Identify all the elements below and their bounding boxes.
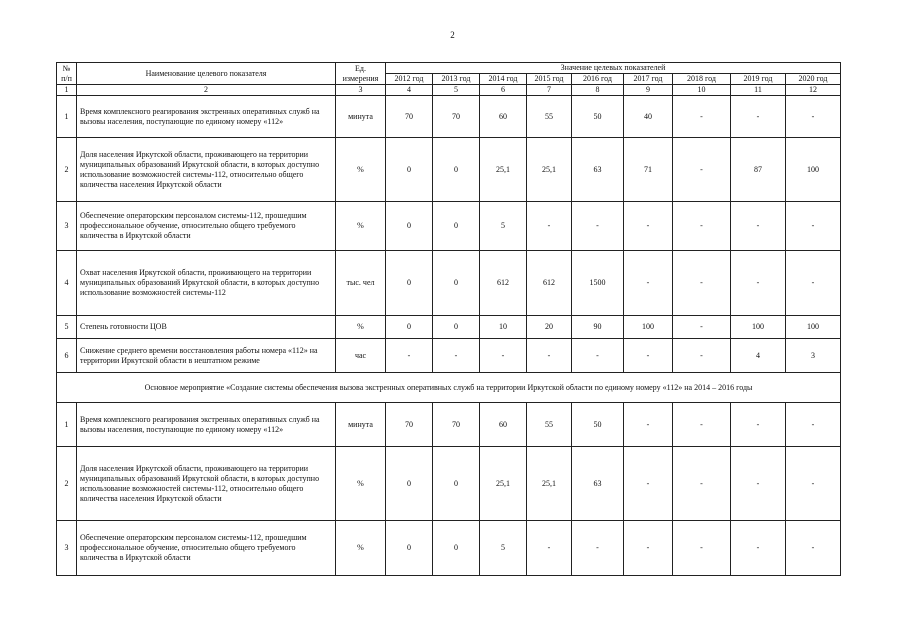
indicator-name: Доля населения Иркутской области, проживающего на территории муниципальных образований Иркутской области, в которых доступно использование возможностей системы-112, относительно общего количества населения Иркутской области bbox=[77, 447, 336, 521]
row-number: 3 bbox=[57, 202, 77, 251]
indicator-unit: час bbox=[336, 339, 386, 373]
indicator-value: - bbox=[527, 339, 572, 373]
header-col-number: 6 bbox=[480, 85, 527, 96]
indicator-value: - bbox=[786, 521, 841, 576]
indicator-value: 1500 bbox=[572, 251, 624, 316]
indicator-value: 612 bbox=[480, 251, 527, 316]
indicator-value: 612 bbox=[527, 251, 572, 316]
indicator-value: - bbox=[386, 339, 433, 373]
indicator-value: 4 bbox=[731, 339, 786, 373]
indicator-value: - bbox=[624, 251, 673, 316]
indicator-value: - bbox=[731, 202, 786, 251]
indicator-value: 100 bbox=[786, 138, 841, 202]
indicator-value: - bbox=[731, 521, 786, 576]
indicator-value: 100 bbox=[624, 316, 673, 339]
indicator-value: - bbox=[731, 96, 786, 138]
indicator-value: 60 bbox=[480, 96, 527, 138]
indicator-value: 25,1 bbox=[480, 447, 527, 521]
header-col-number: 11 bbox=[731, 85, 786, 96]
indicator-value: 3 bbox=[786, 339, 841, 373]
header-year: 2013 год bbox=[433, 74, 480, 85]
indicator-value: 0 bbox=[433, 316, 480, 339]
table-row bbox=[57, 403, 841, 447]
header-unit: Ед. измерения bbox=[336, 63, 386, 85]
indicator-value: - bbox=[624, 521, 673, 576]
indicator-value: 0 bbox=[386, 251, 433, 316]
header-year: 2019 год bbox=[731, 74, 786, 85]
indicator-value: - bbox=[572, 202, 624, 251]
indicator-value: 0 bbox=[386, 447, 433, 521]
indicator-value: 63 bbox=[572, 447, 624, 521]
indicator-value: 70 bbox=[386, 403, 433, 447]
indicator-value: 20 bbox=[527, 316, 572, 339]
indicator-value: - bbox=[572, 339, 624, 373]
indicator-value: - bbox=[673, 316, 731, 339]
table-row bbox=[57, 521, 841, 576]
indicator-name: Время комплексного реагирования экстренных оперативных служб на вызовы населения, поступающие по единому номеру «112» bbox=[77, 403, 336, 447]
indicator-value: 0 bbox=[433, 138, 480, 202]
indicator-value: 0 bbox=[386, 316, 433, 339]
table-row bbox=[57, 96, 841, 138]
indicator-value: - bbox=[673, 251, 731, 316]
indicator-value: 100 bbox=[786, 316, 841, 339]
indicator-value: - bbox=[624, 202, 673, 251]
indicator-value: 25,1 bbox=[480, 138, 527, 202]
table-row bbox=[57, 202, 841, 251]
indicator-value: 5 bbox=[480, 202, 527, 251]
indicator-value: - bbox=[673, 96, 731, 138]
header-col-number: 5 bbox=[433, 85, 480, 96]
indicator-value: - bbox=[786, 251, 841, 316]
header-year: 2020 год bbox=[786, 74, 841, 85]
indicator-value: - bbox=[673, 339, 731, 373]
row-number: 2 bbox=[57, 138, 77, 202]
indicator-value: 55 bbox=[527, 403, 572, 447]
indicator-value: 40 bbox=[624, 96, 673, 138]
indicator-value: 70 bbox=[433, 96, 480, 138]
row-number: 3 bbox=[57, 521, 77, 576]
indicator-value: 71 bbox=[624, 138, 673, 202]
indicator-value: - bbox=[731, 447, 786, 521]
indicator-name: Время комплексного реагирования экстренных оперативных служб на вызовы населения, поступающие по единому номеру «112» bbox=[77, 96, 336, 138]
indicator-value: - bbox=[673, 202, 731, 251]
header-col-number: 10 bbox=[673, 85, 731, 96]
row-number: 1 bbox=[57, 403, 77, 447]
indicator-value: 5 bbox=[480, 521, 527, 576]
header-name: Наименование целевого показателя bbox=[77, 63, 336, 85]
header-col-number: 7 bbox=[527, 85, 572, 96]
indicator-value: - bbox=[731, 403, 786, 447]
section-title: Основное мероприятие «Создание системы обеспечения вызова экстренных оперативных служб на территории Иркутской области по единому номеру «112» на 2014 – 2016 годы bbox=[57, 373, 841, 403]
header-year: 2012 год bbox=[386, 74, 433, 85]
indicator-unit: % bbox=[336, 521, 386, 576]
indicator-value: 60 bbox=[480, 403, 527, 447]
indicator-value: 0 bbox=[386, 138, 433, 202]
indicator-value: - bbox=[786, 96, 841, 138]
header-year: 2016 год bbox=[572, 74, 624, 85]
header-values: Значение целевых показателей bbox=[386, 63, 841, 74]
section-row bbox=[57, 373, 841, 403]
indicator-value: 0 bbox=[433, 251, 480, 316]
header-col-number: 12 bbox=[786, 85, 841, 96]
indicator-unit: тыс. чел bbox=[336, 251, 386, 316]
indicator-value: 25,1 bbox=[527, 138, 572, 202]
header-col-number: 3 bbox=[336, 85, 386, 96]
row-number: 4 bbox=[57, 251, 77, 316]
table-row bbox=[57, 447, 841, 521]
indicator-value: 10 bbox=[480, 316, 527, 339]
indicator-value: - bbox=[786, 447, 841, 521]
indicator-value: 100 bbox=[731, 316, 786, 339]
header-year: 2015 год bbox=[527, 74, 572, 85]
indicator-value: 0 bbox=[433, 447, 480, 521]
table-row bbox=[57, 316, 841, 339]
indicator-value: - bbox=[624, 339, 673, 373]
indicator-value: 0 bbox=[433, 521, 480, 576]
header-year: 2017 год bbox=[624, 74, 673, 85]
indicator-value: 25,1 bbox=[527, 447, 572, 521]
row-number: 2 bbox=[57, 447, 77, 521]
indicator-value: 0 bbox=[386, 521, 433, 576]
indicator-value: - bbox=[572, 521, 624, 576]
target-indicators-table bbox=[56, 62, 841, 576]
indicator-value: 63 bbox=[572, 138, 624, 202]
indicator-value: - bbox=[480, 339, 527, 373]
indicator-name: Охват населения Иркутской области, проживающего на территории муниципальных образований Иркутской области, в которых доступно использование возможностей системы-112 bbox=[77, 251, 336, 316]
indicator-name: Обеспечение операторским персоналом системы-112, прошедшим профессиональное обучение, относительно общего требуемого количества в Иркутской области bbox=[77, 202, 336, 251]
indicator-value: - bbox=[786, 403, 841, 447]
indicator-value: - bbox=[786, 202, 841, 251]
indicator-value: 87 bbox=[731, 138, 786, 202]
indicator-value: 0 bbox=[386, 202, 433, 251]
header-num: № п/п bbox=[57, 63, 77, 85]
indicator-value: - bbox=[527, 521, 572, 576]
indicator-value: 50 bbox=[572, 96, 624, 138]
header-col-number: 8 bbox=[572, 85, 624, 96]
header-col-number: 9 bbox=[624, 85, 673, 96]
indicator-value: 70 bbox=[433, 403, 480, 447]
table-row bbox=[57, 138, 841, 202]
row-number: 1 bbox=[57, 96, 77, 138]
indicator-value: - bbox=[673, 138, 731, 202]
header-row-1 bbox=[57, 63, 841, 74]
indicator-value: - bbox=[433, 339, 480, 373]
indicator-value: - bbox=[673, 403, 731, 447]
indicator-value: 90 bbox=[572, 316, 624, 339]
indicator-value: - bbox=[624, 447, 673, 521]
header-col-number: 2 bbox=[77, 85, 336, 96]
row-number: 6 bbox=[57, 339, 77, 373]
indicator-unit: минута bbox=[336, 96, 386, 138]
indicator-unit: % bbox=[336, 447, 386, 521]
header-year: 2014 год bbox=[480, 74, 527, 85]
indicator-value: - bbox=[624, 403, 673, 447]
indicator-unit: минута bbox=[336, 403, 386, 447]
indicator-unit: % bbox=[336, 202, 386, 251]
indicator-value: - bbox=[673, 447, 731, 521]
indicator-unit: % bbox=[336, 138, 386, 202]
indicator-value: - bbox=[731, 251, 786, 316]
header-year: 2018 год bbox=[673, 74, 731, 85]
indicator-value: 0 bbox=[433, 202, 480, 251]
indicator-name: Доля населения Иркутской области, проживающего на территории муниципальных образований Иркутской области, в которых доступно использование возможностей системы-112, относительно общего количества населения Иркутской области bbox=[77, 138, 336, 202]
indicator-name: Обеспечение операторским персоналом системы-112, прошедшим профессиональное обучение, относительно общего требуемого количества в Иркутской области bbox=[77, 521, 336, 576]
indicator-value: - bbox=[527, 202, 572, 251]
indicator-value: - bbox=[673, 521, 731, 576]
table-row bbox=[57, 339, 841, 373]
header-col-number: 1 bbox=[57, 85, 77, 96]
header-col-number: 4 bbox=[386, 85, 433, 96]
header-numbers-row bbox=[57, 85, 841, 96]
table-row bbox=[57, 251, 841, 316]
indicator-name: Снижение среднего времени восстановления работы номера «112» на территории Иркутской области в нештатном режиме bbox=[77, 339, 336, 373]
indicator-value: 70 bbox=[386, 96, 433, 138]
page-number: 2 bbox=[450, 30, 455, 40]
indicator-value: 55 bbox=[527, 96, 572, 138]
row-number: 5 bbox=[57, 316, 77, 339]
indicator-value: 50 bbox=[572, 403, 624, 447]
indicator-unit: % bbox=[336, 316, 386, 339]
indicator-name: Степень готовности ЦОВ bbox=[77, 316, 336, 339]
